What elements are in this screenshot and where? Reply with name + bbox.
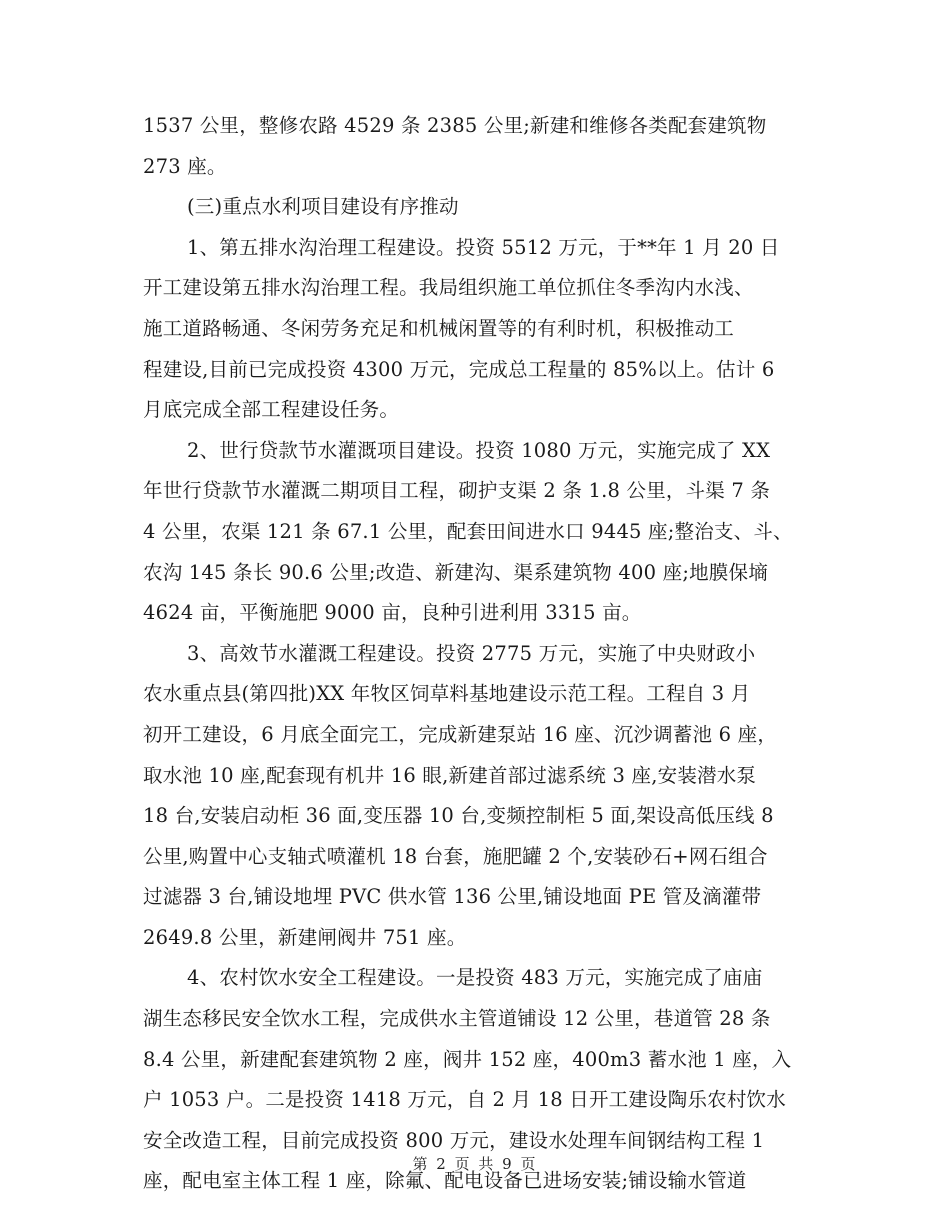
text-line: 农水重点县(第四批)XX 年牧区饲草料基地建设示范工程。工程自 3 月 (143, 682, 751, 706)
text-line: 初开工建设，6 月底全面完工，完成新建泵站 16 座、沉沙调蓄池 6 座， (143, 722, 778, 746)
text-line: 开工建设第五排水沟治理工程。我局组织施工单位抓住冬季沟内水浅、 (143, 276, 754, 300)
text-line: 8.4 公里，新建配套建筑物 2 座，阀井 152 座，400m3 蓄水池 1 座，入 (143, 1047, 792, 1071)
text-line: 1537 公里，整修农路 4529 条 2385 公里;新建和维修各类配套建筑物 (143, 114, 767, 137)
text-line: 18 台,安装启动柜 36 面,变压器 10 台,变频控制柜 5 面,架设高低压线 8 (143, 804, 774, 828)
text-line: 湖生态移民安全饮水工程，完成供水主管道铺设 12 公里，巷道管 28 条 (143, 1007, 771, 1031)
text-line: 施工道路畅通、冬闲劳务充足和机械闲置等的有利时机，积极推动工 (143, 316, 735, 340)
text-line: 1、第五排水沟治理工程建设。投资 5512 万元，于**年 1 月 20 日 (187, 235, 780, 259)
document-body (143, 106, 808, 1202)
text-line: 4 公里，农渠 121 条 67.1 公里，配套田间进水口 9445 座;整治支、斗、 (143, 519, 793, 543)
text-line: 3、高效节水灌溉工程建设。投资 2775 万元，实施了中央财政小 (187, 641, 756, 665)
text-line: 座，配电室主体工程 1 座，除氟、配电设备已进场安装;铺设输水管道 (143, 1169, 747, 1193)
text-line: (三)重点水利项目建设有序推动 (187, 195, 459, 219)
page-footer: 第 2 页 共 9 页 (412, 1155, 538, 1173)
text-line: 程建设,目前已完成投资 4300 万元，完成总工程量的 85%以上。估计 6 (143, 357, 775, 381)
text-line: 安全改造工程，目前完成投资 800 万元，建设水处理车间钢结构工程 1 (143, 1128, 765, 1152)
text-line: 取水池 10 座,配套现有机井 16 眼,新建首部过滤系统 3 座,安装潜水泵 (143, 763, 757, 787)
text-line: 4624 亩，平衡施肥 9000 亩，良种引进利用 3315 亩。 (143, 601, 642, 625)
text-line: 农沟 145 条长 90.6 公里;改造、新建沟、渠系建筑物 400 座;地膜保墒 (143, 560, 768, 584)
text-line: 4、农村饮水安全工程建设。一是投资 483 万元，实施完成了庙庙 (187, 966, 763, 990)
text-line: 过滤器 3 台,铺设地埋 PVC 供水管 136 公里,铺设地面 PE 管及滴灌带 (143, 885, 762, 909)
text-line: 年世行贷款节水灌溉二期项目工程，砌护支渠 2 条 1.8 公里，斗渠 7 条 (143, 479, 771, 503)
text-line: 月底完成全部工程建设任务。 (143, 398, 400, 422)
text-line: 2、世行贷款节水灌溉项目建设。投资 1080 万元，实施完成了 XX (187, 438, 771, 462)
text-line: 273 座。 (143, 154, 227, 178)
text-line: 公里,购置中心支轴式喷灌机 18 台套，施肥罐 2 个,安装砂石+网石组合 (143, 844, 768, 868)
text-line: 户 1053 户。二是投资 1418 万元，自 2 月 18 日开工建设陶乐农村饮水 (143, 1088, 786, 1112)
text-line: 2649.8 公里，新建闸阀井 751 座。 (143, 925, 467, 949)
